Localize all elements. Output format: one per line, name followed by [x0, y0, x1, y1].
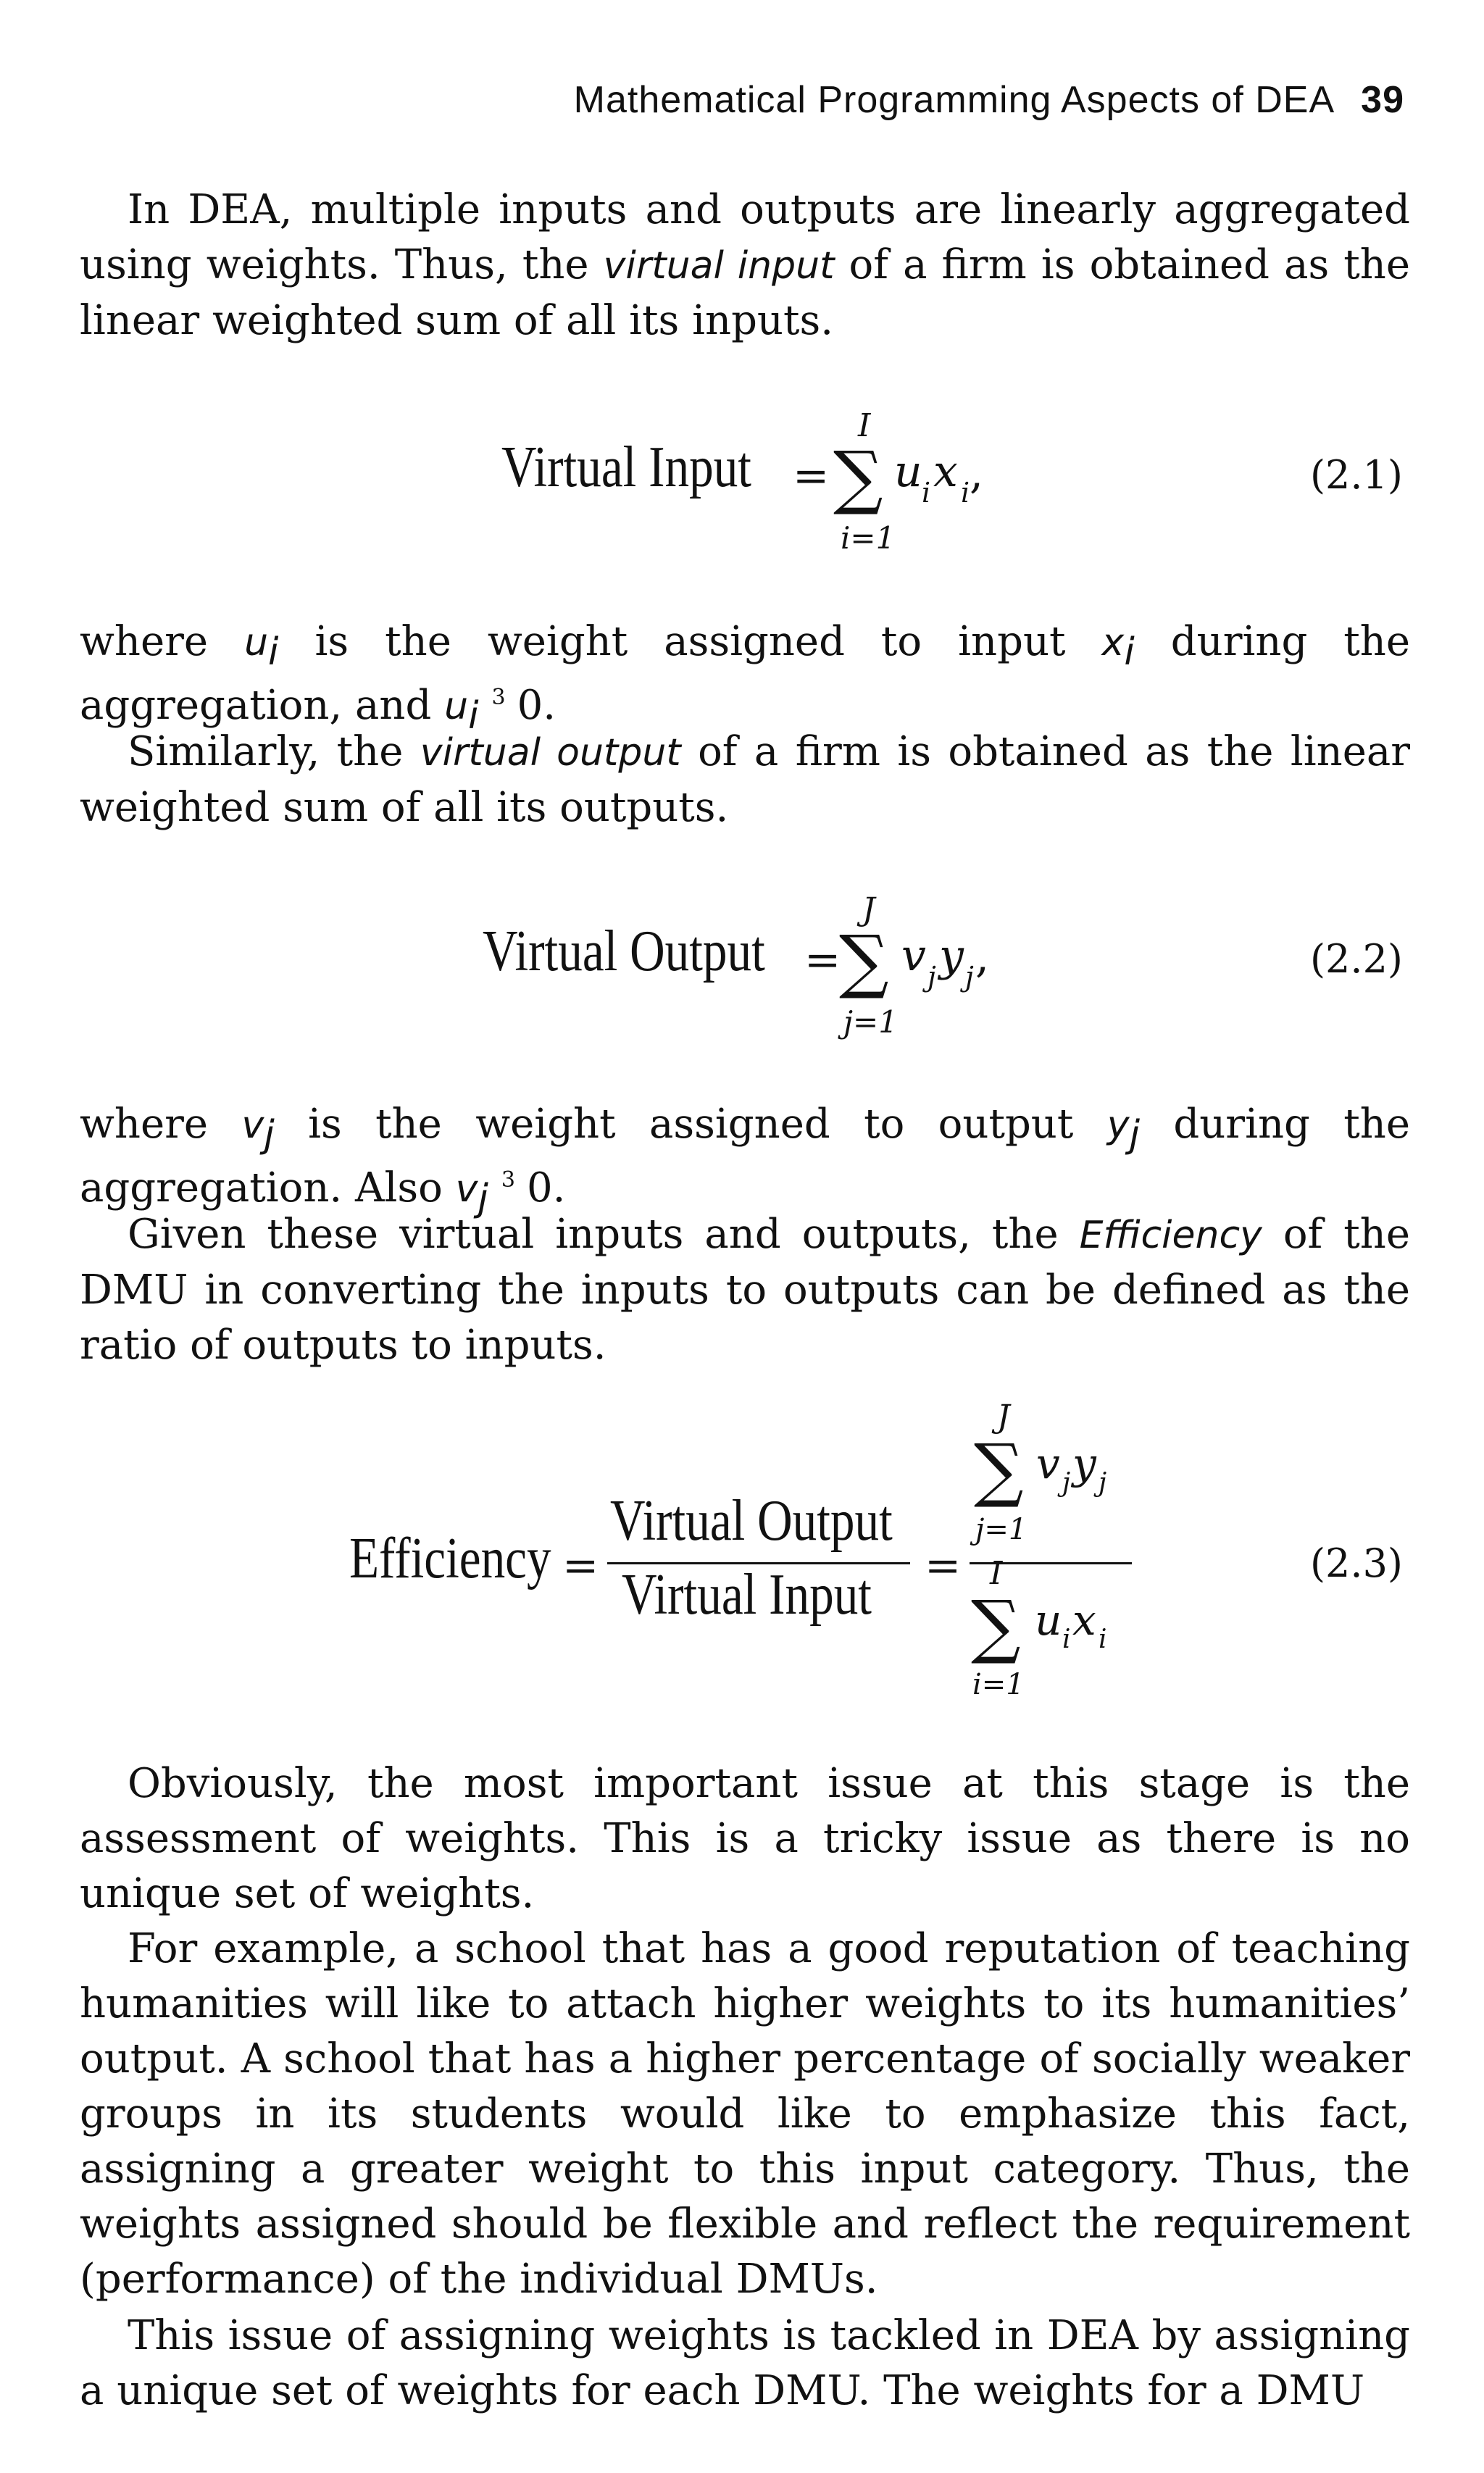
paragraph-weight-u: where $u_i$ is the weight assigned to input $x_i$ during the aggregation, and $u_i$ $^3$ 0.: [80, 618, 1411, 738]
equation-number-2-3: (2.3): [1309, 1540, 1403, 1586]
term-virtual-input: virtual input: [603, 244, 835, 288]
running-title: Mathematical Programming Aspects of DEA: [573, 79, 1335, 121]
term-virtual-output: virtual output: [420, 731, 681, 775]
summation-sign: ∑: [833, 436, 883, 517]
summation-sign: ∑: [839, 920, 889, 1001]
paragraph-virtual-output: Similarly, the virtual output of a firm is obtained as the linear weighted sum of all its outputs.: [80, 728, 1411, 831]
paragraph-weights-issue: Obviously, the most important issue at this stage is the assessment of weights. This is a tricky issue as there is no unique set of weights.: [80, 1760, 1410, 1917]
equation-2-2: Virtual Output = J ∑ j=1 v j y j , (2.2): [483, 891, 1403, 1040]
eq3-denominator-label: Virtual Input: [622, 1563, 872, 1627]
summation-sign: ∑: [974, 1429, 1024, 1510]
eq1-upper-limit: I: [858, 407, 871, 444]
eq3-label: Efficiency: [349, 1527, 551, 1590]
equation-2-3: Efficiency = Virtual Output Virtual Input = J ∑ j=1 v j y j I ∑ i=1 u i x i (2.3): [349, 1398, 1403, 1701]
term-efficiency: Efficiency: [1079, 1214, 1262, 1257]
equation-number-2-1: (2.1): [1309, 452, 1403, 498]
paragraph-efficiency: Given these virtual inputs and outputs, the Efficiency of the DMU in converting the inputs to outputs can be defined as the ratio of outputs to inputs.: [80, 1211, 1410, 1369]
eq1-lower-limit: i=1: [841, 520, 896, 556]
paragraph-virtual-input: In DEA, multiple inputs and outputs are linearly aggregated using weights. Thus, the virtual input of a firm is obtained as the linear weighted sum of all its inputs.: [80, 186, 1410, 344]
eq3-numerator-label: Virtual Output: [610, 1489, 893, 1553]
running-header: [80, 78, 1404, 122]
eq1-label: Virtual Input: [501, 435, 751, 499]
eq2-label: Virtual Output: [483, 919, 765, 983]
summation-sign: ∑: [971, 1585, 1021, 1667]
paragraph-assigning-weights: This issue of assigning weights is tackled in DEA by assigning a unique set of weights for each DMU. The weights for a DMU: [80, 2312, 1410, 2414]
equation-2-1: Virtual Input = I ∑ i=1 u i x i , (2.1): [501, 407, 1403, 556]
page-number: 39: [1361, 79, 1404, 121]
paragraph-weight-v: where $v_j$ is the weight assigned to output $y_j$ during the aggregation. Also $v_j$ $^3$ 0.: [80, 1101, 1410, 1220]
eq2-upper-limit: J: [862, 891, 875, 928]
eq2-lower-limit: j=1: [843, 1004, 898, 1040]
paragraph-school-example: For example, a school that has a good reputation of teaching humanities will like to attach higher weights to its humanities’ output. A school that has a higher percentage of socially weaker groups in its students would like to emphasize this fact, assigning a greater weight to this input category. Thus, the weights assigned should be flexible and reflect the requirement (performance) of the individual DMUs.: [80, 1925, 1410, 2303]
equation-number-2-2: (2.2): [1309, 936, 1403, 982]
